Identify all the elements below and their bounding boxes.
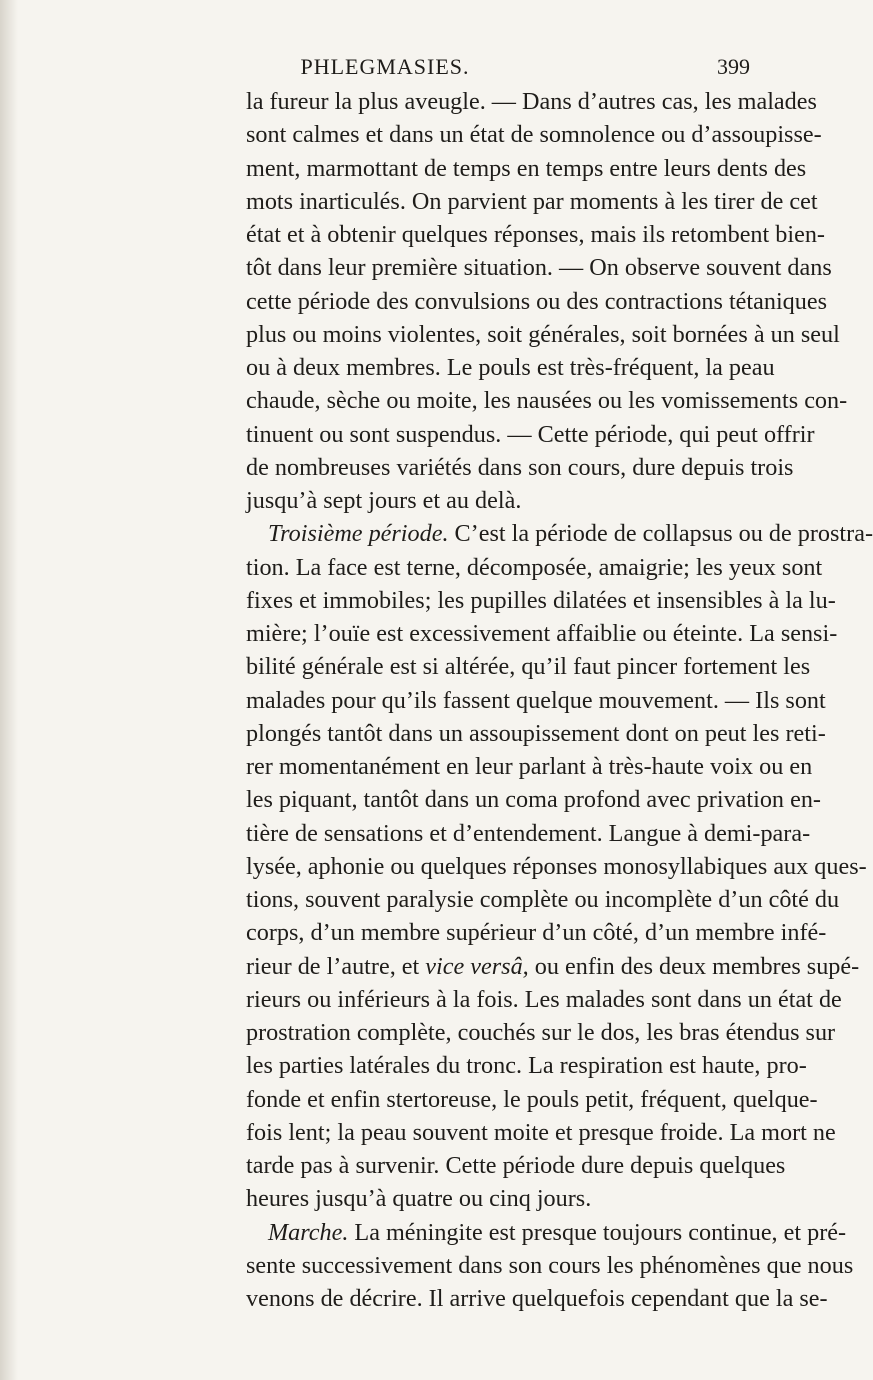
text-line [246, 1216, 847, 1249]
text-line [246, 484, 752, 517]
text-line [246, 684, 826, 717]
line-text: les parties latérales du tronc. La respiration est haute, pro- [246, 1052, 807, 1080]
text-line [246, 551, 823, 584]
section-heading: Troisième période. [268, 520, 449, 548]
text-line [246, 916, 827, 949]
text-line [246, 750, 813, 783]
text-line [246, 451, 794, 484]
text-line [246, 1116, 836, 1149]
line-text: tarde pas à survenir. Cette période dure depuis quelques [246, 1152, 786, 1179]
line-text: de nombreuses variétés dans son cours, dure depuis trois [246, 453, 794, 481]
text-line [246, 118, 822, 151]
line-text: lysée, aphonie ou quelques réponses monosyllabiques aux ques- [246, 852, 867, 880]
text-line [246, 384, 848, 417]
text-line [246, 517, 873, 550]
line-text-continued: ou enfin des deux membres supé- [528, 952, 860, 980]
line-text: fonde et enfin stertoreuse, le pouls petit, fréquent, quelque- [246, 1085, 818, 1113]
line-text: rieur de l’autre, et [246, 952, 426, 980]
line-text: mots inarticulés. On parvient par moments à les tirer de cet [246, 187, 818, 215]
line-text: tôt dans leur première situation. — On observe souvent dans [246, 254, 832, 282]
text-line [246, 584, 836, 617]
text-line [246, 152, 807, 185]
line-text: sont calmes et dans un état de somnolence ou d’assoupisse- [246, 121, 822, 149]
line-text: cette période des convulsions ou des contractions tétaniques [246, 287, 828, 315]
text-line [246, 1016, 836, 1049]
page-number: 399 [717, 54, 750, 79]
text-line [246, 251, 832, 284]
text-line [246, 1249, 854, 1282]
line-text: ment, marmottant de temps en temps entre leurs dents des [246, 154, 807, 182]
line-text: prostration complète, couchés sur le dos, les bras étendus sur [246, 1019, 836, 1046]
line-text: plus ou moins violentes, soit générales, soit bornées à un seul [246, 320, 840, 348]
line-text: tion. La face est terne, décomposée, amaigrie; les yeux sont [246, 553, 823, 581]
text-line [246, 1049, 807, 1082]
line-text: plongés tantôt dans un assoupissement dont on peut les reti- [246, 719, 826, 747]
text-line [246, 418, 815, 451]
section-heading: Marche. [268, 1218, 349, 1246]
line-text: sente successivement dans son cours les phénomènes que nous [246, 1251, 854, 1279]
line-text: rieurs ou inférieurs à la fois. Les malades sont dans un état de [246, 985, 842, 1013]
line-text: tions, souvent paralysie complète ou incomplète d’un côté du [246, 886, 840, 913]
line-text: la fureur la plus aveugle. — Dans d’autres cas, les malades [246, 88, 817, 115]
text-line [246, 318, 840, 351]
line-text: tière de sensations et d’entendement. Langue à demi-para- [246, 819, 811, 847]
line-text: C’est la période de collapsus ou de prostra- [448, 520, 873, 548]
line-text: corps, d’un membre supérieur d’un côté, d’un membre infé- [246, 919, 827, 947]
text-line [246, 85, 817, 118]
line-text: heures jusqu’à quatre ou cinq jours. [246, 1185, 592, 1213]
body-text [246, 85, 873, 1315]
line-text: bilité générale est si altérée, qu’il faut pincer fortement les [246, 653, 811, 681]
text-line [246, 817, 811, 850]
line-text: jusqu’à sept jours et au delà. [246, 487, 522, 514]
text-line [246, 351, 775, 384]
text-line [246, 185, 818, 218]
text-line [246, 850, 867, 883]
text-line [246, 717, 826, 750]
text-line [246, 1282, 828, 1315]
text-line [246, 617, 838, 650]
line-text: fois lent; la peau souvent moite et presque froide. La mort ne [246, 1118, 836, 1146]
running-title: PHLEGMASIES. [300, 54, 470, 79]
text-line [246, 1182, 752, 1215]
text-line [246, 650, 811, 683]
line-text: rer momentanément en leur parlant à très-haute voix ou en [246, 753, 813, 780]
line-text: venons de décrire. Il arrive quelquefois cependant que la se- [246, 1285, 828, 1312]
line-text: tinuent ou sont suspendus. — Cette période, qui peut offrir [246, 420, 815, 448]
line-text: état et à obtenir quelques réponses, mais ils retombent bien- [246, 221, 825, 248]
italic-phrase: vice versâ, [425, 952, 529, 980]
text-line [246, 1149, 786, 1182]
text-line [246, 218, 825, 251]
line-text: mière; l’ouïe est excessivement affaiblie ou éteinte. La sensi- [246, 620, 838, 647]
line-text: chaude, sèche ou moite, les nausées ou les vomissements con- [246, 387, 848, 415]
text-line [246, 783, 821, 816]
text-line [246, 883, 840, 916]
page-gutter-shadow [0, 0, 18, 1380]
line-text: ou à deux membres. Le pouls est très-fréquent, la peau [246, 354, 775, 381]
text-line [246, 1083, 818, 1116]
text-line [246, 285, 828, 318]
line-text: fixes et immobiles; les pupilles dilatées et insensibles à la lu- [246, 586, 836, 614]
line-text: les piquant, tantôt dans un coma profond avec privation en- [246, 786, 821, 814]
text-line [246, 950, 860, 983]
line-text: La méningite est presque toujours continue, et pré- [348, 1218, 847, 1246]
text-line [246, 983, 842, 1016]
line-text: malades pour qu’ils fassent quelque mouvement. — Ils sont [246, 686, 826, 714]
